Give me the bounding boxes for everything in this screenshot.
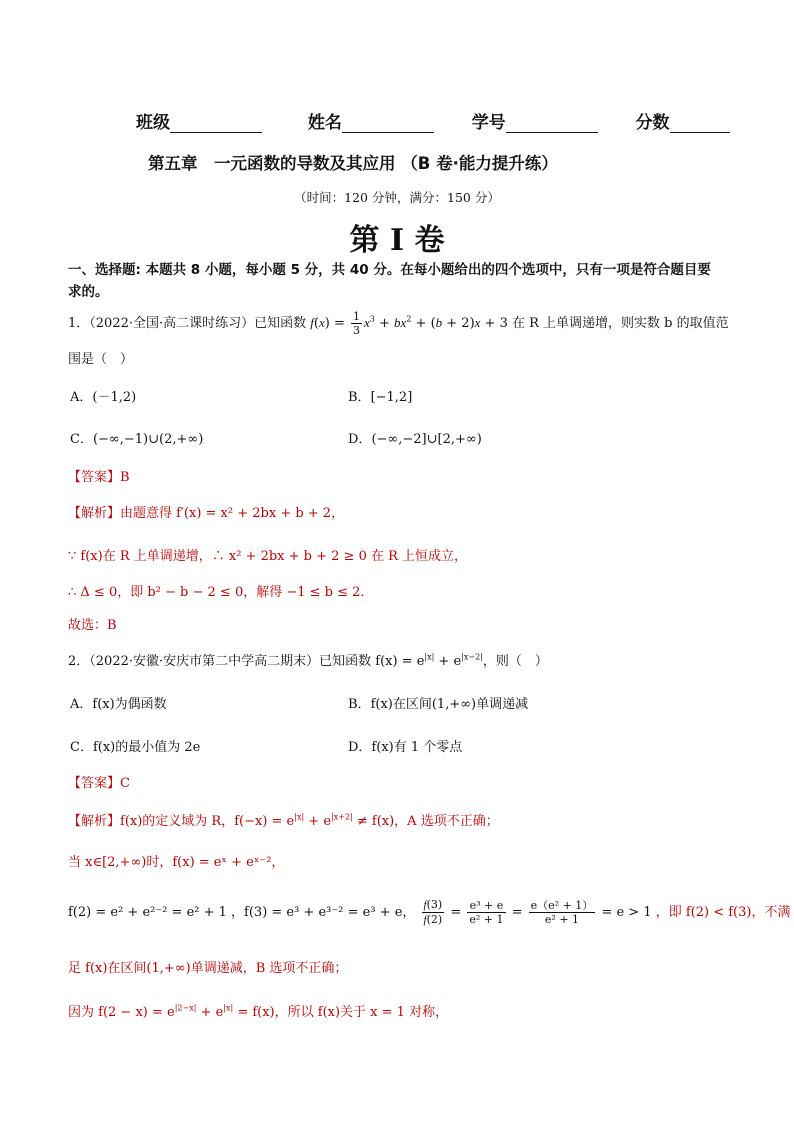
header-fields <box>136 108 730 133</box>
q2-option-d[interactable] <box>348 736 462 755</box>
q2-stem: 2．（2022·安徽·安庆市第二中学高二期末）已知函数 $f(x) = e^{|x|} + e^{|x-2|}$，则（ ） <box>68 652 548 669</box>
q1-analysis-2: ∵ f(x)在 R 上单调递增，∴ x² + 2bx + b + 2 ≥ 0 在 R 上恒成立， <box>68 549 468 564</box>
q2-stem-text: 2．（2022·安徽·安庆市第二中学高二期末）已知函数 f(x) = e <box>68 654 425 669</box>
analysis-text: 因为 f(2 − x) = e <box>68 1005 175 1020</box>
analysis-label: 【解析】 <box>68 814 121 829</box>
page-title: 第五章 一元函数的导数及其应用 （B 卷·能力提升练） <box>148 154 558 173</box>
id-blank[interactable] <box>506 114 598 133</box>
page-subtitle: （时间：120 分钟，满分：150 分） <box>294 190 500 205</box>
ratio-fraction-3: $\frac{\text{e（e² + 1）}}{\text{e² + 1}}$ <box>530 899 594 926</box>
section-heading-line2: 求的。 <box>68 284 109 300</box>
class-label: 班级 <box>136 113 170 133</box>
q1-source: 1．（2022·全国·高二课时练习）已知函数 <box>68 316 307 331</box>
q1-stem: 1．（2022·全国·高二课时练习）已知函数 f(x) = $\frac{1}{3}$ $x^3 + bx^2 + (b + 2)x + 3$ 在 R 上单调递增，则实数 b 的取值范 <box>68 310 729 337</box>
option-label: B． <box>348 697 371 712</box>
q1-function-formula: f <box>310 315 314 330</box>
q2-analysis-2: 当 x∈[2,+∞)时，f(x) = eˣ + eˣ⁻²， <box>68 855 285 870</box>
q2-analysis-5: 因为 $f(2 - x) = e^{|2-x|} + e^{|x|} = f(x)$，所以 f(x)关于 x = 1 对称， <box>68 1003 449 1020</box>
option-value: f(x)的最小值为 2e <box>92 740 201 755</box>
q2-analysis-1: 【解析】f(x)的定义域为 R，$f(-x) = e^{|x|} + e^{|x+2|} \ne f(x)$，A 选项不正确； <box>68 812 499 829</box>
q2-option-b[interactable] <box>348 693 528 712</box>
class-blank[interactable] <box>170 114 262 133</box>
option-label: D． <box>348 432 372 447</box>
analysis-text-tail: ，即 f(2) < f(3)，不满 <box>655 905 791 920</box>
option-value: (−∞,−2]∪[2,+∞) <box>371 432 482 447</box>
q1-stem-tail: 在 R 上单调递增，则实数 b 的取值范 <box>511 316 729 331</box>
option-label: B． <box>348 390 371 405</box>
q2-option-a[interactable] <box>70 693 167 712</box>
option-value: f(x)为偶函数 <box>92 697 167 712</box>
q2-answer: 【答案】C <box>68 776 130 791</box>
analysis-text: 由题意得 f′(x) = x² + 2bx + b + 2， <box>120 506 345 521</box>
q1-analysis-1 <box>68 502 344 521</box>
q1-option-a[interactable] <box>70 386 136 405</box>
analysis-label: 【解析】 <box>68 506 121 521</box>
option-label: C． <box>70 740 93 755</box>
q2-option-c[interactable] <box>70 736 200 755</box>
option-label: C． <box>70 432 93 447</box>
analysis-text-tail: = f(x)，所以 f(x)关于 x = 1 对称， <box>237 1005 449 1020</box>
q2-analysis-3: f(2) = e² + e²⁻² = e² + 1 ，f(3) = e³ + e³⁻² = e³ + e， $\frac{f(3)}{f(2)}$ = $\frac{\text{e³ + e}}{\text{e² + 1}}$ = $\frac{\text{e（e² + 1）}}{\text{e² + 1}}$ = e > 1 ，即 f(2) < f(3)，不满 <box>68 898 791 926</box>
option-label: A． <box>70 390 93 405</box>
option-value: f(x)有 1 个零点 <box>371 740 463 755</box>
q1-stem-line2: 围是（ ） <box>68 352 134 367</box>
analysis-text: f(x)的定义域为 R，f(−x) = e <box>120 814 295 829</box>
q1-option-b[interactable] <box>348 386 412 405</box>
q1-answer: 【答案】B <box>68 470 130 485</box>
score-blank[interactable] <box>670 114 730 133</box>
q1-option-d[interactable] <box>348 428 482 447</box>
q2-analysis-4: 足 f(x)在区间(1,+∞)单调递减，B 选项不正确； <box>68 961 348 976</box>
analysis-text: f(2) = e² + e²⁻² = e² + 1 ，f(3) = e³ + e³⁻² = e³ + e， <box>68 905 416 920</box>
ratio-fraction-1: $\frac{f(3)}{f(2)}$ <box>423 898 443 926</box>
score-label: 分数 <box>635 113 670 133</box>
option-value: [−1,2] <box>370 390 413 405</box>
q1-option-c[interactable] <box>70 428 203 447</box>
q1-choose: 故选：B <box>68 618 117 633</box>
option-value: (－1,2) <box>92 390 137 405</box>
option-label: A． <box>70 697 93 712</box>
option-label: D． <box>348 740 372 755</box>
option-value: f(x)在区间(1,+∞)单调递减 <box>370 697 529 712</box>
name-label: 姓名 <box>307 113 342 133</box>
ratio-fraction-2: $\frac{\text{e³ + e}}{\text{e² + 1}}$ <box>469 899 504 926</box>
section-heading-line1: 一、选择题: 本题共 8 小题，每小题 5 分，共 40 分。在每小题给出的四个选项中，只有一项是符合题目要 <box>68 262 711 278</box>
analysis-text-tail: ≠ f(x)，A 选项不正确； <box>356 814 499 829</box>
name-blank[interactable] <box>342 114 434 133</box>
q1-fraction: $\frac{1}{3}$ <box>352 310 360 337</box>
q2-stem-tail: ，则（ ） <box>482 654 548 669</box>
id-label: 学号 <box>471 113 506 133</box>
q1-analysis-3: ∴ Δ ≤ 0，即 b² − b − 2 ≤ 0，解得 −1 ≤ b ≤ 2． <box>68 585 374 600</box>
option-value: (−∞,−1)∪(2,+∞) <box>92 432 204 447</box>
volume-heading: 第 I 卷 <box>349 223 445 258</box>
